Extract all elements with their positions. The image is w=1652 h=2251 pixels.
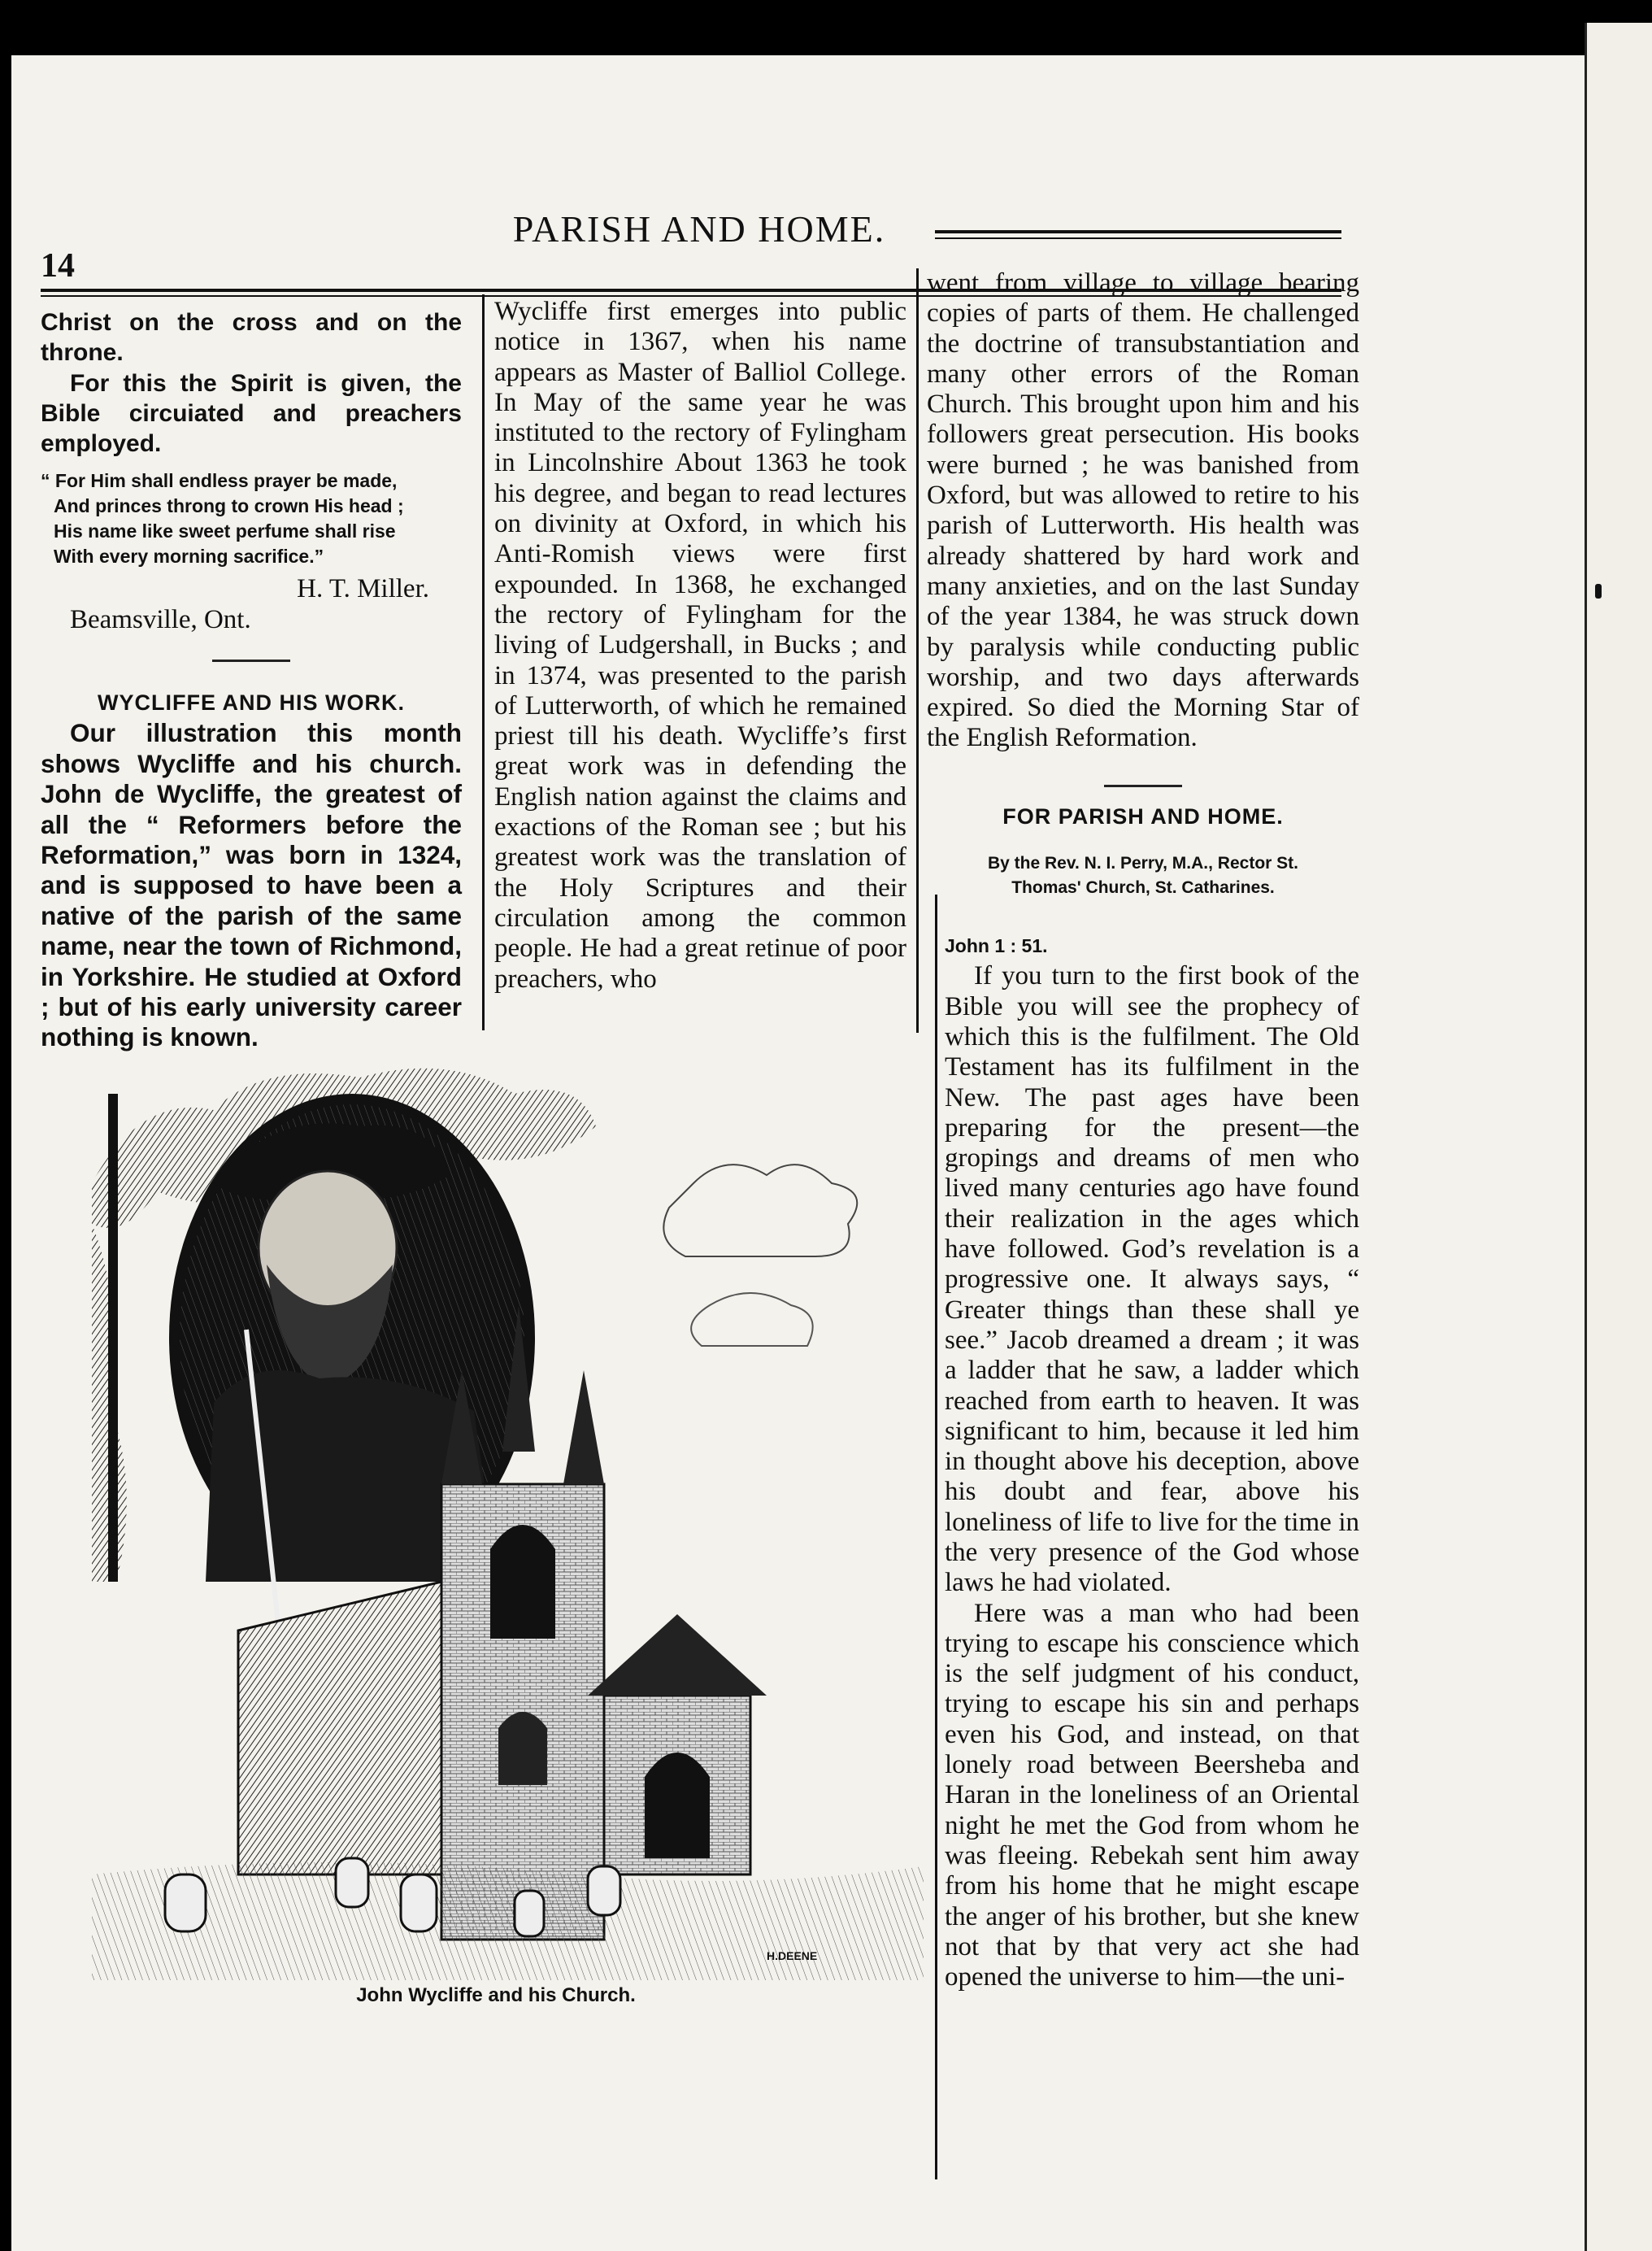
column-3 [927,268,1359,1992]
byline-line: By the Rev. N. I. Perry, M.A., Rector St. [988,854,1298,873]
scripture-reference: John 1 : 51. [945,935,1048,957]
header-rule-right [935,230,1341,233]
sermon-paragraph: If you turn to the first book of the Bible you will see the prophecy of which this is the fulfilment. The Old Testament has its fulfilment in the New. The past ages have been preparing for the present—the gropings and dreams of men who lived many centuries ago have found their realization in the ages which have followed. God’s revelation is a progressive one. It always says, “ Greater things than these shall ye see.” Jacob dreamed a dream ; it was a ladder that he saw, a ladder which reached from earth to heaven. It was significant to him, because it led him in thought above his deception, above his doubt and fear, above his loneliness of life to live for the time in the very presence of the God whose laws he had violated. [945,961,1359,1598]
hymn-quote [41,468,462,569]
article-paragraph: Our illustration this month shows Wycliffe and his church. John de Wycliffe, the greatest of all the “ Reformers before the Reformation,” was born in 1324, and is supposed to have been a native of the parish of the same name, near the town of Richmond, in Yorkshire. He studied at Oxford ; but of his early university career nothing is known. [41,718,462,1052]
poem-line: His name like sweet perfume shall rise [54,520,396,542]
page-number: 14 [41,247,75,285]
figure-caption: John Wycliffe and his Church. [356,1984,636,2006]
intro-text: Christ on the cross and on the throne. [41,309,462,367]
engraver-signature: H.DEENE [767,1949,818,1962]
section-separator [1104,785,1182,787]
column-rule-2 [916,268,919,1033]
wycliffe-church-engraving [92,1061,924,1980]
poem-line: And princes throng to crown His head ; [54,495,404,517]
scan-border [0,2131,11,2251]
poem-line: “ For Him shall endless prayer be made, [41,470,398,492]
column-rule-1 [482,294,485,1030]
paragraph: For this the Spirit is given, the Bible circuiated and preachers employed. [41,369,462,458]
masthead-title: PARISH AND HOME. [512,208,886,250]
sermon-heading: FOR PARISH AND HOME. [1002,803,1284,829]
section-separator [212,660,290,662]
adjacent-page-edge [1585,23,1652,2251]
poem-line: With every morning sacrifice.” [54,546,324,568]
article-continuation: Wycliffe first emerges into public notice in 1367, when his name appears as Master of Balliol College. In May of the same year he was instituted to the rectory of Fylingham in Lincolnshire About 1363 he took his degree, and began to read lectures on divinity at Oxford, in which his Anti-Romish views were first expounded. In 1368, he exchanged the rectory of Fylingham for the living of Ludgershall, in Bucks ; and in 1374, was presented to the parish of Lutterworth, of which he remained priest till his death. Wycliffe’s first great work was in defending the English nation against the claims and exactions of the Roman see ; but his greatest work was the translation of the Holy Scriptures and their circulation among the common people. He had a great retinue of poor preachers, who [494,297,906,994]
sermon-paragraph: Here was a man who had been trying to escape his conscience which is the self judgment of his conduct, trying to escape his sin and perhaps even his God, and instead, on that lonely road between Beersheba and Haran in the loneliness of an Oriental night he met the God from whom he was fleeing. Rebekah sent him away from his home that he might escape the anger of his brother, but she knew not that by that very act she had opened the universe to him—the uni- [945,1598,1359,1992]
author-location: Beamsville, Ont. [70,604,251,634]
article-heading: WYCLIFFE AND HIS WORK. [98,690,405,716]
byline-line: Thomas' Church, St. Catharines. [1011,878,1275,898]
sermon-byline [927,851,1359,900]
engraving-illustration [92,1061,924,1980]
header-rule-right-thin [935,237,1341,239]
column-2 [494,297,906,995]
author-signature: H. T. Miller. [297,574,429,604]
page-edge-mark [1595,584,1602,599]
article-continuation: went from village to village bearing copies of parts of them. He challenged the doctrine of transubstantiation and many other errors of the Roman Church. This brought upon him and his followers great persecution. His books were burned ; he was banished from Oxford, but was allowed to retire to his parish of Lutterworth. His health was already shattered by hard work and many anxieties, and on the last Sunday of the year 1384, he was struck down by paralysis while conducting public worship, and two days afterwards expired. So died the Morning Star of the English Reformation. [927,268,1359,753]
column-1 [41,307,462,1053]
